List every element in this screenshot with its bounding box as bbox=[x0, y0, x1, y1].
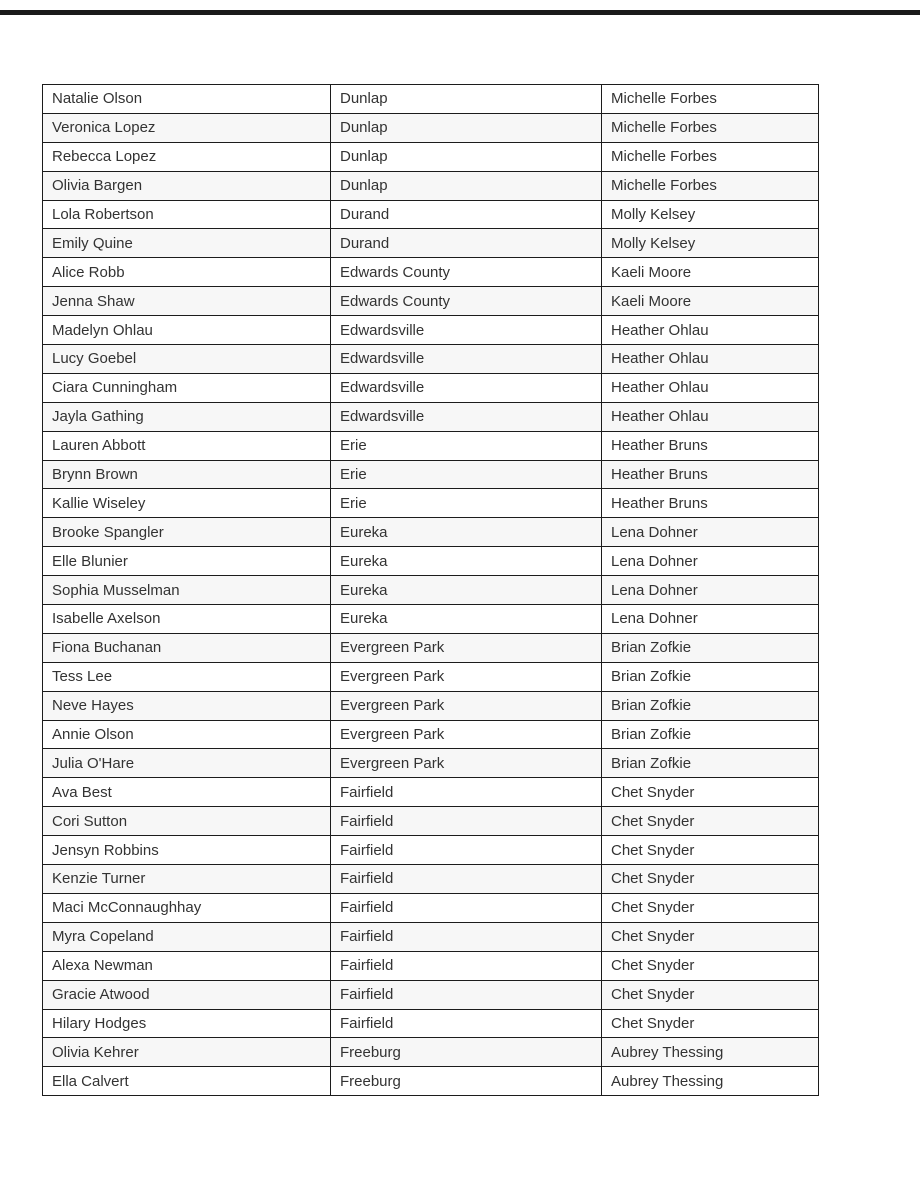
coach-cell: Chet Snyder bbox=[602, 836, 819, 865]
table-row bbox=[43, 749, 819, 778]
coach-cell: Chet Snyder bbox=[602, 951, 819, 980]
coach-cell: Chet Snyder bbox=[602, 980, 819, 1009]
athlete-name-cell: Ava Best bbox=[43, 778, 331, 807]
athlete-name-cell: Jensyn Robbins bbox=[43, 836, 331, 865]
coach-cell: Chet Snyder bbox=[602, 1009, 819, 1038]
coach-cell: Michelle Forbes bbox=[602, 113, 819, 142]
table-row bbox=[43, 489, 819, 518]
table-row bbox=[43, 258, 819, 287]
coach-cell: Aubrey Thessing bbox=[602, 1067, 819, 1096]
coach-cell: Brian Zofkie bbox=[602, 691, 819, 720]
table-row bbox=[43, 316, 819, 345]
table-row bbox=[43, 460, 819, 489]
athlete-name-cell: Elle Blunier bbox=[43, 547, 331, 576]
coach-cell: Heather Bruns bbox=[602, 489, 819, 518]
table-row bbox=[43, 113, 819, 142]
table-row bbox=[43, 922, 819, 951]
athlete-name-cell: Olivia Bargen bbox=[43, 171, 331, 200]
school-cell: Edwards County bbox=[331, 258, 602, 287]
school-cell: Eureka bbox=[331, 576, 602, 605]
school-cell: Fairfield bbox=[331, 893, 602, 922]
table-row bbox=[43, 778, 819, 807]
school-cell: Freeburg bbox=[331, 1038, 602, 1067]
athlete-name-cell: Maci McConnaughhay bbox=[43, 893, 331, 922]
coach-cell: Kaeli Moore bbox=[602, 287, 819, 316]
coach-cell: Brian Zofkie bbox=[602, 633, 819, 662]
school-cell: Eureka bbox=[331, 547, 602, 576]
athlete-name-cell: Fiona Buchanan bbox=[43, 633, 331, 662]
school-cell: Fairfield bbox=[331, 1009, 602, 1038]
school-cell: Erie bbox=[331, 460, 602, 489]
athlete-name-cell: Lola Robertson bbox=[43, 200, 331, 229]
table-row bbox=[43, 865, 819, 894]
roster-table bbox=[42, 84, 819, 1096]
table-row bbox=[43, 1067, 819, 1096]
school-cell: Erie bbox=[331, 489, 602, 518]
coach-cell: Chet Snyder bbox=[602, 922, 819, 951]
coach-cell: Kaeli Moore bbox=[602, 258, 819, 287]
athlete-name-cell: Ella Calvert bbox=[43, 1067, 331, 1096]
school-cell: Fairfield bbox=[331, 778, 602, 807]
coach-cell: Brian Zofkie bbox=[602, 749, 819, 778]
table-row bbox=[43, 633, 819, 662]
coach-cell: Michelle Forbes bbox=[602, 85, 819, 114]
athlete-name-cell: Alexa Newman bbox=[43, 951, 331, 980]
athlete-name-cell: Madelyn Ohlau bbox=[43, 316, 331, 345]
table-row bbox=[43, 980, 819, 1009]
table-row bbox=[43, 720, 819, 749]
roster-table-body bbox=[43, 85, 819, 1096]
school-cell: Evergreen Park bbox=[331, 749, 602, 778]
athlete-name-cell: Kenzie Turner bbox=[43, 865, 331, 894]
table-row bbox=[43, 662, 819, 691]
athlete-name-cell: Gracie Atwood bbox=[43, 980, 331, 1009]
school-cell: Fairfield bbox=[331, 865, 602, 894]
school-cell: Dunlap bbox=[331, 85, 602, 114]
athlete-name-cell: Jenna Shaw bbox=[43, 287, 331, 316]
coach-cell: Lena Dohner bbox=[602, 547, 819, 576]
school-cell: Dunlap bbox=[331, 142, 602, 171]
table-row bbox=[43, 85, 819, 114]
table-row bbox=[43, 1038, 819, 1067]
table-row bbox=[43, 893, 819, 922]
school-cell: Edwards County bbox=[331, 287, 602, 316]
school-cell: Fairfield bbox=[331, 951, 602, 980]
athlete-name-cell: Emily Quine bbox=[43, 229, 331, 258]
table-row bbox=[43, 576, 819, 605]
coach-cell: Lena Dohner bbox=[602, 576, 819, 605]
school-cell: Durand bbox=[331, 229, 602, 258]
coach-cell: Brian Zofkie bbox=[602, 662, 819, 691]
coach-cell: Heather Bruns bbox=[602, 460, 819, 489]
school-cell: Fairfield bbox=[331, 807, 602, 836]
athlete-name-cell: Isabelle Axelson bbox=[43, 605, 331, 634]
table-row bbox=[43, 547, 819, 576]
athlete-name-cell: Ciara Cunningham bbox=[43, 373, 331, 402]
coach-cell: Heather Ohlau bbox=[602, 402, 819, 431]
table-row bbox=[43, 287, 819, 316]
athlete-name-cell: Tess Lee bbox=[43, 662, 331, 691]
coach-cell: Heather Ohlau bbox=[602, 345, 819, 374]
athlete-name-cell: Neve Hayes bbox=[43, 691, 331, 720]
athlete-name-cell: Jayla Gathing bbox=[43, 402, 331, 431]
school-cell: Edwardsville bbox=[331, 373, 602, 402]
athlete-name-cell: Cori Sutton bbox=[43, 807, 331, 836]
page-top-rule bbox=[0, 10, 920, 15]
table-row bbox=[43, 142, 819, 171]
school-cell: Durand bbox=[331, 200, 602, 229]
athlete-name-cell: Brooke Spangler bbox=[43, 518, 331, 547]
table-row bbox=[43, 691, 819, 720]
coach-cell: Heather Ohlau bbox=[602, 316, 819, 345]
coach-cell: Heather Bruns bbox=[602, 431, 819, 460]
school-cell: Eureka bbox=[331, 605, 602, 634]
table-row bbox=[43, 229, 819, 258]
athlete-name-cell: Myra Copeland bbox=[43, 922, 331, 951]
athlete-name-cell: Kallie Wiseley bbox=[43, 489, 331, 518]
table-row bbox=[43, 518, 819, 547]
table-row bbox=[43, 345, 819, 374]
table-row bbox=[43, 431, 819, 460]
school-cell: Evergreen Park bbox=[331, 662, 602, 691]
school-cell: Eureka bbox=[331, 518, 602, 547]
athlete-name-cell: Hilary Hodges bbox=[43, 1009, 331, 1038]
school-cell: Evergreen Park bbox=[331, 691, 602, 720]
coach-cell: Chet Snyder bbox=[602, 865, 819, 894]
coach-cell: Michelle Forbes bbox=[602, 171, 819, 200]
school-cell: Fairfield bbox=[331, 980, 602, 1009]
coach-cell: Aubrey Thessing bbox=[602, 1038, 819, 1067]
athlete-name-cell: Lauren Abbott bbox=[43, 431, 331, 460]
athlete-name-cell: Annie Olson bbox=[43, 720, 331, 749]
table-row bbox=[43, 171, 819, 200]
athlete-name-cell: Sophia Musselman bbox=[43, 576, 331, 605]
table-row bbox=[43, 1009, 819, 1038]
coach-cell: Brian Zofkie bbox=[602, 720, 819, 749]
coach-cell: Heather Ohlau bbox=[602, 373, 819, 402]
athlete-name-cell: Brynn Brown bbox=[43, 460, 331, 489]
school-cell: Dunlap bbox=[331, 113, 602, 142]
table-row bbox=[43, 373, 819, 402]
school-cell: Erie bbox=[331, 431, 602, 460]
coach-cell: Chet Snyder bbox=[602, 893, 819, 922]
school-cell: Edwardsville bbox=[331, 402, 602, 431]
school-cell: Evergreen Park bbox=[331, 720, 602, 749]
school-cell: Edwardsville bbox=[331, 345, 602, 374]
table-row bbox=[43, 402, 819, 431]
athlete-name-cell: Natalie Olson bbox=[43, 85, 331, 114]
school-cell: Edwardsville bbox=[331, 316, 602, 345]
coach-cell: Chet Snyder bbox=[602, 778, 819, 807]
athlete-name-cell: Olivia Kehrer bbox=[43, 1038, 331, 1067]
athlete-name-cell: Alice Robb bbox=[43, 258, 331, 287]
athlete-name-cell: Veronica Lopez bbox=[43, 113, 331, 142]
athlete-name-cell: Rebecca Lopez bbox=[43, 142, 331, 171]
coach-cell: Molly Kelsey bbox=[602, 200, 819, 229]
school-cell: Dunlap bbox=[331, 171, 602, 200]
coach-cell: Lena Dohner bbox=[602, 518, 819, 547]
athlete-name-cell: Julia O'Hare bbox=[43, 749, 331, 778]
coach-cell: Michelle Forbes bbox=[602, 142, 819, 171]
coach-cell: Chet Snyder bbox=[602, 807, 819, 836]
table-row bbox=[43, 836, 819, 865]
table-row bbox=[43, 951, 819, 980]
school-cell: Fairfield bbox=[331, 836, 602, 865]
table-row bbox=[43, 200, 819, 229]
coach-cell: Lena Dohner bbox=[602, 605, 819, 634]
school-cell: Evergreen Park bbox=[331, 633, 602, 662]
table-row bbox=[43, 807, 819, 836]
table-row bbox=[43, 605, 819, 634]
school-cell: Freeburg bbox=[331, 1067, 602, 1096]
coach-cell: Molly Kelsey bbox=[602, 229, 819, 258]
school-cell: Fairfield bbox=[331, 922, 602, 951]
athlete-name-cell: Lucy Goebel bbox=[43, 345, 331, 374]
